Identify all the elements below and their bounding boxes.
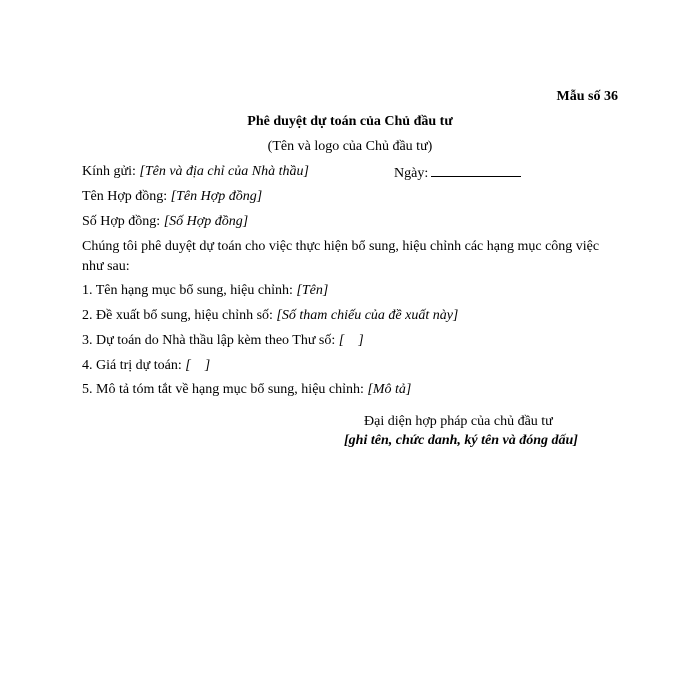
item-value: [Mô tả]: [367, 382, 412, 397]
list-item: [82, 382, 411, 398]
item-value: [ ]: [185, 358, 211, 373]
signature-title: Đại diện hợp pháp của chủ đầu tư: [364, 414, 553, 429]
contract-name-label: Tên Hợp đồng:: [82, 189, 168, 204]
signature-note: [ghi tên, chức danh, ký tên và đóng dấu]: [344, 433, 578, 448]
item-value: [ ]: [338, 333, 364, 348]
contract-number-label: Số Hợp đồng:: [82, 214, 161, 229]
date-label: Ngày:: [394, 166, 429, 181]
contract-name-value: [Tên Hợp đồng]: [170, 189, 263, 204]
contract-number-value: [Số Hợp đồng]: [163, 214, 249, 229]
date-blank: [431, 164, 521, 177]
document-title: Phê duyệt dự toán của Chủ đầu tư: [247, 114, 453, 129]
list-item: [82, 358, 210, 374]
recipient-line: [82, 164, 309, 180]
item-label: 1. Tên hạng mục bổ sung, hiệu chỉnh:: [82, 283, 293, 298]
contract-number-line: [82, 214, 248, 230]
item-label: 3. Dự toán do Nhà thầu lập kèm theo Thư số:: [82, 333, 336, 348]
item-label: 2. Đề xuất bổ sung, hiệu chỉnh số:: [82, 308, 273, 323]
list-item: [82, 308, 458, 324]
date-line: [394, 164, 521, 182]
intro-paragraph: Chúng tôi phê duyệt dự toán cho việc thực hiện bổ sung, hiệu chỉnh các hạng mục công việc như sau:: [82, 239, 600, 274]
recipient-label: Kính gửi:: [82, 164, 136, 179]
item-label: 4. Giá trị dự toán:: [82, 358, 182, 373]
list-item: [82, 333, 364, 349]
item-value: [Tên]: [296, 283, 329, 298]
item-value: [Số tham chiếu của đề xuất này]: [276, 308, 459, 323]
contract-name-line: [82, 189, 262, 205]
list-item: [82, 283, 328, 299]
form-number: Mẫu số 36: [556, 89, 618, 104]
item-label: 5. Mô tả tóm tắt về hạng mục bổ sung, hiệu chỉnh:: [82, 382, 364, 397]
recipient-value: [Tên và địa chỉ của Nhà thầu]: [139, 164, 309, 179]
document-subtitle: (Tên và logo của Chủ đầu tư): [267, 139, 433, 154]
